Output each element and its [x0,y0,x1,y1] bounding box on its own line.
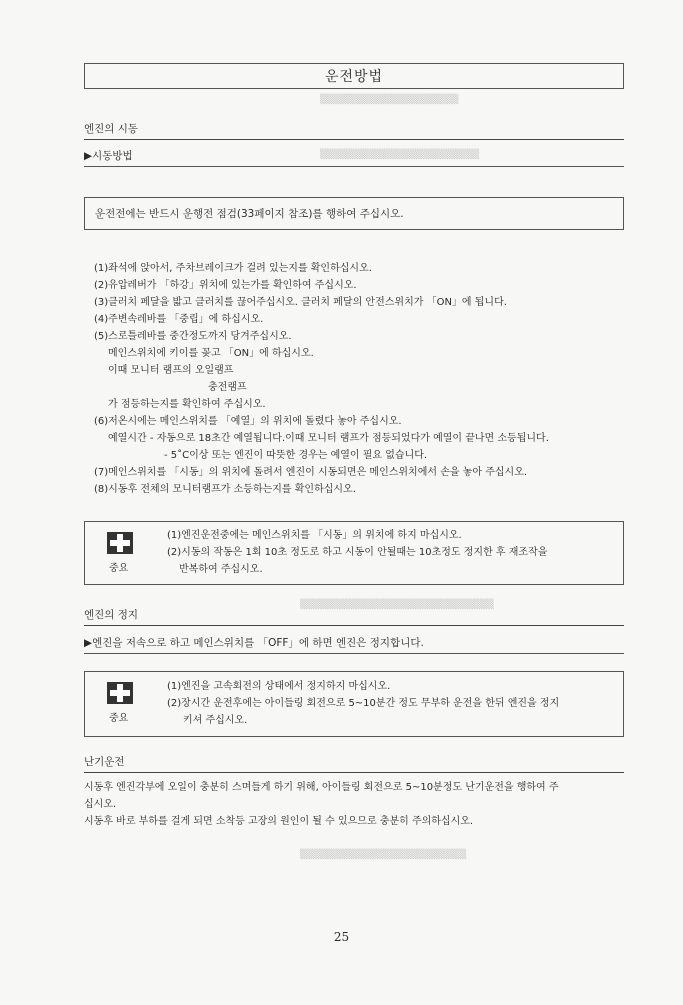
warmup-text [84,779,632,830]
warmup-line: 시동후 바로 부하를 걸게 되면 소착등 고장의 원인이 될 수 있으므로 충분히 주의하십시오. [84,816,474,827]
step-item: 가 점등하는지를 확인하여 주십시오. [108,399,266,410]
important-line: (2)장시간 운전후에는 아이들링 회전으로 5~10분간 정도 무부하 운전을 한뒤 엔진을 정지 [167,698,560,709]
important-line: (2)시동의 작동은 1회 10초 정도로 하고 시동이 안될때는 10초정도 정지한 후 재조작을 [167,547,548,558]
important-line: (1)엔진운전중에는 메인스위치를 「시동」의 위치에 하지 마십시오. [167,530,462,541]
important-cross-icon [107,682,133,704]
pre-operation-notice [84,197,624,230]
important-label: 중요 [109,563,129,574]
warmup-line: 십시오. [84,799,117,810]
bleed-through-texture: ▒▒▒▒▒▒▒▒▒▒▒▒▒▒▒▒▒▒▒▒▒▒▒ [320,150,480,160]
step-item: (5)스로틀레바를 중간정도까지 당겨주십시오. [94,331,292,342]
important-label: 중요 [109,713,129,724]
step-item: 충전램프 [208,382,247,393]
step-item: 예열시간 - 자동으로 18초간 예열됩니다.이때 모니터 램프가 점등되었다가 예열이 끝나면 소등됩니다. [108,433,549,444]
bleed-through-texture: ▒▒▒▒▒▒▒▒▒▒▒▒▒▒▒▒▒▒▒▒▒▒▒▒ [300,850,467,860]
start-steps-list [94,260,654,498]
step-item: (2)유압레버가 「하강」위치에 있는가를 확인하여 주십시오. [94,280,357,291]
section-heading-engine-start: 엔진의 시동 [84,121,624,140]
warmup-line: 시동후 엔진각부에 오일이 충분히 스며들게 하기 위해, 아이들링 회전으로 5~10분정도 난기운전을 행하여 주 [84,782,559,793]
step-item: 이때 모니터 램프의 오일램프 [108,365,234,376]
bleed-through-texture: ▒▒▒▒▒▒▒▒▒▒▒▒▒▒▒▒▒▒▒▒ [320,95,459,105]
step-item: (7)메인스위치를 「시동」의 위치에 돌려서 엔진이 시동되면은 메인스위치에서 손을 놓아 주십시오. [94,467,528,478]
important-line: (1)엔진을 고속회전의 상태에서 정지하지 마십시오. [167,681,391,692]
bleed-through-texture: ▒▒▒▒▒▒▒▒▒▒▒▒▒▒▒▒▒▒▒▒▒▒▒▒▒▒▒▒ [300,600,494,610]
section-heading-warmup: 난기운전 [84,754,624,773]
step-item: 메인스위치에 키이를 꽂고 「ON」에 하십시오. [108,348,314,359]
section-heading-engine-stop: 엔진의 정지 [84,607,624,626]
step-item: (3)클러치 페달을 밟고 클러치를 끊어주십시오. 클러치 페달의 안전스위치가 「ON」에 됩니다. [94,297,507,308]
subheading-start-method: ▶시동방법 [84,148,624,167]
important-line: 반복하여 주십시오. [179,564,263,575]
page-number: 25 [333,930,350,944]
step-item: (6)저온시에는 메인스위치를 「예열」의 위치에 돌렸다 놓아 주십시오. [94,416,402,427]
step-item: (8)시동후 전체의 모니터램프가 소등하는지를 확인하십시오. [94,484,356,495]
important-line: 키셔 주십시오. [183,715,248,726]
important-cross-icon [107,532,133,554]
step-item: (4)주변속레바를 「중립」에 하십시오. [94,314,264,325]
page-title: 운전방법 [84,63,624,89]
engine-stop-instruction: ▶엔진을 저속으로 하고 메인스위치를 「OFF」에 하면 엔진은 정지합니다. [84,635,624,654]
step-item: - 5˚C이상 또는 엔진이 따뜻한 경우는 예열이 필요 없습니다. [164,450,428,461]
notice-text: 운전전에는 반드시 운행전 점검(33페이지 참조)를 행하여 주십시오. [95,208,404,220]
important-box-start [84,521,624,585]
step-item: (1)좌석에 앉아서, 주차브레이크가 걸려 있는지를 확인하십시오. [94,263,372,274]
important-box-stop [84,671,624,737]
